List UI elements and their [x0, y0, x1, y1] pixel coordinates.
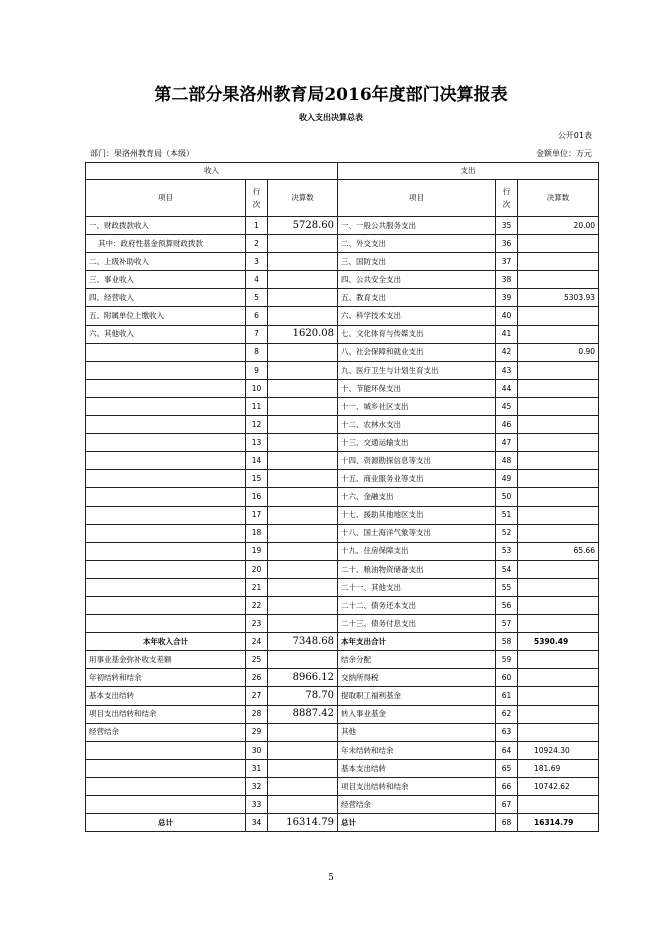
- income-amount-cell: [268, 343, 338, 361]
- table-row: [86, 651, 599, 669]
- income-seq-cell: 4: [246, 271, 268, 289]
- table-row: [86, 542, 599, 560]
- income-item-cell: 经营结余: [86, 723, 246, 741]
- expense-amount-cell: 65.66: [518, 542, 599, 560]
- expense-seq-header: 行 次: [496, 180, 518, 217]
- income-seq-cell: 2: [246, 235, 268, 253]
- income-seq-cell: 19: [246, 542, 268, 560]
- expense-item-cell: 十、节能环保支出: [338, 379, 496, 397]
- expense-seq-cell: 46: [496, 416, 518, 434]
- income-seq-cell: 33: [246, 796, 268, 814]
- table-row: [86, 723, 599, 741]
- table-subtitle: 收入支出决算总表: [299, 113, 363, 122]
- expense-seq-cell: 50: [496, 488, 518, 506]
- expense-seq-cell: 67: [496, 796, 518, 814]
- income-seq-cell: 9: [246, 361, 268, 379]
- income-amount-header: 决算数: [268, 180, 338, 217]
- income-amount-cell: [268, 723, 338, 741]
- income-amount-cell: [268, 271, 338, 289]
- income-seq-cell: 11: [246, 397, 268, 415]
- expense-seq-cell: 60: [496, 669, 518, 687]
- income-seq-cell: 24: [246, 633, 268, 651]
- table-row: [86, 470, 599, 488]
- table-row: [86, 741, 599, 759]
- expense-seq-cell: 57: [496, 615, 518, 633]
- expense-seq-cell: 59: [496, 651, 518, 669]
- expense-amount-cell: 16314.79: [518, 814, 599, 832]
- income-seq-cell: 6: [246, 307, 268, 325]
- expense-amount-cell: 181.69: [518, 759, 599, 777]
- income-item-cell: [86, 361, 246, 379]
- expense-amount-cell: 10924.30: [518, 741, 599, 759]
- expense-item-cell: 十四、资源勘探信息等支出: [338, 452, 496, 470]
- expense-seq-cell: 43: [496, 361, 518, 379]
- income-item-cell: 基本支出结转: [86, 687, 246, 705]
- income-item-cell: 四、经营收入: [86, 289, 246, 307]
- income-amount-cell: [268, 578, 338, 596]
- income-seq-cell: 12: [246, 416, 268, 434]
- expense-item-cell: 十五、商业服务业等支出: [338, 470, 496, 488]
- income-amount-cell: 8966.12: [268, 669, 338, 687]
- income-amount-cell: [268, 524, 338, 542]
- expense-seq-cell: 36: [496, 235, 518, 253]
- expense-seq-cell: 38: [496, 271, 518, 289]
- expense-amount-cell: [518, 361, 599, 379]
- expense-group-header: 支出: [338, 163, 599, 180]
- income-amount-cell: [268, 235, 338, 253]
- expense-amount-cell: [518, 416, 599, 434]
- income-amount-cell: [268, 289, 338, 307]
- page-title: 第二部分果洛州教育局2016年度部门决算报表: [154, 85, 508, 105]
- income-item-cell: [86, 578, 246, 596]
- expense-seq-cell: 48: [496, 452, 518, 470]
- expense-item-cell: 项目支出结转和结余: [338, 777, 496, 795]
- income-item-cell: [86, 379, 246, 397]
- income-amount-cell: [268, 253, 338, 271]
- income-amount-cell: [268, 361, 338, 379]
- income-amount-cell: 78.70: [268, 687, 338, 705]
- income-item-cell: [86, 542, 246, 560]
- expense-item-cell: 提取职工福利基金: [338, 687, 496, 705]
- expense-amount-cell: [518, 452, 599, 470]
- expense-item-cell: 交纳所得税: [338, 669, 496, 687]
- expense-item-cell: 三、国防支出: [338, 253, 496, 271]
- expense-item-cell: 转入事业基金: [338, 705, 496, 723]
- expense-amount-cell: [518, 307, 599, 325]
- expense-seq-cell: 56: [496, 596, 518, 614]
- income-amount-cell: [268, 560, 338, 578]
- income-item-cell: [86, 777, 246, 795]
- table-row: [86, 307, 599, 325]
- income-seq-cell: 29: [246, 723, 268, 741]
- income-amount-cell: [268, 741, 338, 759]
- expense-seq-cell: 35: [496, 217, 518, 235]
- expense-amount-cell: 0.90: [518, 343, 599, 361]
- expense-seq-cell: 52: [496, 524, 518, 542]
- expense-seq-cell: 65: [496, 759, 518, 777]
- income-seq-cell: 5: [246, 289, 268, 307]
- expense-item-cell: 十九、住房保障支出: [338, 542, 496, 560]
- income-amount-cell: 5728.60: [268, 217, 338, 235]
- table-row: [86, 669, 599, 687]
- table-row: [86, 506, 599, 524]
- expense-amount-cell: [518, 524, 599, 542]
- expense-seq-cell: 41: [496, 325, 518, 343]
- expense-seq-cell: 40: [496, 307, 518, 325]
- income-seq-cell: 8: [246, 343, 268, 361]
- department-label: 部门：果洛州教育局（本级）: [90, 149, 194, 158]
- table-row: [86, 397, 599, 415]
- income-item-cell: [86, 560, 246, 578]
- expense-item-cell: 一、一般公共服务支出: [338, 217, 496, 235]
- expense-item-cell: 九、医疗卫生与计划生育支出: [338, 361, 496, 379]
- expense-amount-cell: [518, 470, 599, 488]
- expense-seq-cell: 44: [496, 379, 518, 397]
- income-amount-cell: 8887.42: [268, 705, 338, 723]
- expense-amount-cell: [518, 796, 599, 814]
- income-amount-cell: [268, 434, 338, 452]
- expense-item-cell: 十八、国土海洋气象等支出: [338, 524, 496, 542]
- income-item-cell: 一、财政拨款收入: [86, 217, 246, 235]
- income-seq-cell: 21: [246, 578, 268, 596]
- expense-seq-cell: 54: [496, 560, 518, 578]
- expense-amount-cell: 5390.49: [518, 633, 599, 651]
- table-row: [86, 488, 599, 506]
- expense-item-cell: 基本支出结转: [338, 759, 496, 777]
- expense-item-cell: 十三、交通运输支出: [338, 434, 496, 452]
- income-item-cell: [86, 416, 246, 434]
- income-amount-cell: 1620.08: [268, 325, 338, 343]
- expense-item-cell: 结余分配: [338, 651, 496, 669]
- expense-amount-cell: [518, 687, 599, 705]
- total-row: [86, 814, 599, 832]
- income-item-cell: 年初结转和结余: [86, 669, 246, 687]
- income-item-cell: [86, 506, 246, 524]
- page-number: 5: [328, 873, 334, 883]
- income-item-cell: [86, 343, 246, 361]
- income-seq-cell: 23: [246, 615, 268, 633]
- table-row: [86, 361, 599, 379]
- expense-amount-cell: [518, 253, 599, 271]
- income-item-cell: 总计: [86, 814, 246, 832]
- income-amount-cell: [268, 379, 338, 397]
- expense-item-cell: 十一、城乡社区支出: [338, 397, 496, 415]
- income-item-cell: 五、附属单位上缴收入: [86, 307, 246, 325]
- expense-item-cell: 二、外交支出: [338, 235, 496, 253]
- expense-seq-cell: 39: [496, 289, 518, 307]
- income-item-cell: [86, 741, 246, 759]
- expense-seq-cell: 58: [496, 633, 518, 651]
- expense-amount-cell: [518, 723, 599, 741]
- table-row: [86, 615, 599, 633]
- table-row: [86, 343, 599, 361]
- income-seq-cell: 30: [246, 741, 268, 759]
- income-seq-cell: 20: [246, 560, 268, 578]
- expense-seq-cell: 62: [496, 705, 518, 723]
- income-amount-cell: [268, 452, 338, 470]
- income-seq-cell: 13: [246, 434, 268, 452]
- expense-seq-cell: 61: [496, 687, 518, 705]
- table-row: [86, 452, 599, 470]
- income-amount-cell: [268, 506, 338, 524]
- income-amount-cell: [268, 777, 338, 795]
- income-item-cell: 用事业基金弥补收支差额: [86, 651, 246, 669]
- expense-amount-cell: [518, 560, 599, 578]
- expense-amount-cell: [518, 235, 599, 253]
- income-amount-cell: [268, 397, 338, 415]
- expense-item-cell: 二十、粮油物资储备支出: [338, 560, 496, 578]
- income-amount-cell: [268, 759, 338, 777]
- table-row: [86, 777, 599, 795]
- expense-item-cell: 本年支出合计: [338, 633, 496, 651]
- table-row: [86, 796, 599, 814]
- table-row: [86, 325, 599, 343]
- expense-amount-cell: [518, 379, 599, 397]
- income-amount-cell: [268, 596, 338, 614]
- income-amount-cell: 7348.68: [268, 633, 338, 651]
- table-row: [86, 560, 599, 578]
- income-seq-cell: 32: [246, 777, 268, 795]
- table-row: [86, 596, 599, 614]
- income-amount-cell: [268, 651, 338, 669]
- expense-seq-cell: 51: [496, 506, 518, 524]
- income-item-cell: [86, 470, 246, 488]
- expense-seq-cell: 42: [496, 343, 518, 361]
- income-item-cell: [86, 488, 246, 506]
- table-row: [86, 379, 599, 397]
- income-seq-cell: 25: [246, 651, 268, 669]
- subtotal-row: [86, 633, 599, 651]
- income-seq-cell: 34: [246, 814, 268, 832]
- expense-amount-cell: [518, 325, 599, 343]
- income-group-header: 收入: [86, 163, 338, 180]
- expense-seq-cell: 49: [496, 470, 518, 488]
- income-seq-cell: 14: [246, 452, 268, 470]
- expense-item-cell: 六、科学技术支出: [338, 307, 496, 325]
- income-amount-cell: 16314.79: [268, 814, 338, 832]
- income-seq-cell: 16: [246, 488, 268, 506]
- expense-amount-cell: [518, 651, 599, 669]
- table-row: [86, 759, 599, 777]
- expense-seq-cell: 68: [496, 814, 518, 832]
- expense-seq-cell: 37: [496, 253, 518, 271]
- expense-seq-cell: 45: [496, 397, 518, 415]
- income-amount-cell: [268, 542, 338, 560]
- income-item-cell: [86, 452, 246, 470]
- income-seq-cell: 27: [246, 687, 268, 705]
- income-item-cell: 三、事业收入: [86, 271, 246, 289]
- group-header-row: [86, 163, 599, 180]
- expense-item-cell: 十七、援助其他地区支出: [338, 506, 496, 524]
- expense-amount-cell: [518, 705, 599, 723]
- unit-label: 金额单位：万元: [536, 149, 592, 158]
- expense-item-cell: 总计: [338, 814, 496, 832]
- expense-amount-cell: [518, 669, 599, 687]
- expense-amount-cell: [518, 578, 599, 596]
- expense-item-cell: 八、社会保障和就业支出: [338, 343, 496, 361]
- expense-seq-cell: 53: [496, 542, 518, 560]
- income-expense-table: [85, 162, 599, 832]
- income-seq-cell: 3: [246, 253, 268, 271]
- expense-item-cell: 五、教育支出: [338, 289, 496, 307]
- expense-amount-cell: 10742.62: [518, 777, 599, 795]
- income-seq-cell: 10: [246, 379, 268, 397]
- expense-item-cell: 年末结转和结余: [338, 741, 496, 759]
- expense-amount-cell: 20.00: [518, 217, 599, 235]
- table-row: [86, 289, 599, 307]
- income-seq-cell: 15: [246, 470, 268, 488]
- income-amount-cell: [268, 416, 338, 434]
- income-item-cell: 六、其他收入: [86, 325, 246, 343]
- income-item-cell: [86, 596, 246, 614]
- income-item-cell: 项目支出结转和结余: [86, 705, 246, 723]
- expense-seq-cell: 63: [496, 723, 518, 741]
- income-seq-cell: 28: [246, 705, 268, 723]
- income-item-cell: [86, 434, 246, 452]
- income-seq-header: 行 次: [246, 180, 268, 217]
- income-amount-cell: [268, 488, 338, 506]
- income-seq-cell: 17: [246, 506, 268, 524]
- income-seq-cell: 18: [246, 524, 268, 542]
- expense-item-header: 项目: [338, 180, 496, 217]
- table-row: [86, 416, 599, 434]
- income-item-cell: 二、上级补助收入: [86, 253, 246, 271]
- expense-seq-cell: 55: [496, 578, 518, 596]
- expense-amount-header: 决算数: [518, 180, 599, 217]
- expense-item-cell: 二十一、其他支出: [338, 578, 496, 596]
- table-row: [86, 434, 599, 452]
- expense-item-cell: 十二、农林水支出: [338, 416, 496, 434]
- income-seq-cell: 1: [246, 217, 268, 235]
- expense-amount-cell: [518, 596, 599, 614]
- table-row: [86, 687, 599, 705]
- expense-amount-cell: [518, 615, 599, 633]
- expense-seq-cell: 66: [496, 777, 518, 795]
- income-item-cell: 其中：政府性基金预算财政拨款: [86, 235, 246, 253]
- income-item-cell: [86, 796, 246, 814]
- income-seq-cell: 26: [246, 669, 268, 687]
- expense-seq-cell: 64: [496, 741, 518, 759]
- income-seq-cell: 7: [246, 325, 268, 343]
- income-item-cell: [86, 524, 246, 542]
- expense-amount-cell: [518, 271, 599, 289]
- expense-amount-cell: [518, 506, 599, 524]
- expense-item-cell: 其他: [338, 723, 496, 741]
- column-header-row: [86, 180, 599, 217]
- income-item-cell: [86, 615, 246, 633]
- income-item-cell: [86, 397, 246, 415]
- income-item-cell: [86, 759, 246, 777]
- expense-item-cell: 二十三、债务付息支出: [338, 615, 496, 633]
- expense-item-cell: 七、文化体育与传媒支出: [338, 325, 496, 343]
- income-amount-cell: [268, 796, 338, 814]
- expense-amount-cell: [518, 397, 599, 415]
- expense-amount-cell: 5303.93: [518, 289, 599, 307]
- table-row: [86, 217, 599, 235]
- income-amount-cell: [268, 307, 338, 325]
- income-seq-cell: 31: [246, 759, 268, 777]
- expense-item-cell: 经营结余: [338, 796, 496, 814]
- expense-seq-cell: 47: [496, 434, 518, 452]
- form-number: 公开01表: [557, 131, 592, 140]
- expense-amount-cell: [518, 488, 599, 506]
- table-row: [86, 271, 599, 289]
- table-row: [86, 524, 599, 542]
- income-item-header: 项目: [86, 180, 246, 217]
- expense-item-cell: 十六、金融支出: [338, 488, 496, 506]
- expense-item-cell: 二十二、债务还本支出: [338, 596, 496, 614]
- income-amount-cell: [268, 470, 338, 488]
- expense-item-cell: 四、公共安全支出: [338, 271, 496, 289]
- expense-amount-cell: [518, 434, 599, 452]
- table-row: [86, 705, 599, 723]
- table-row: [86, 235, 599, 253]
- table-row: [86, 253, 599, 271]
- income-amount-cell: [268, 615, 338, 633]
- income-item-cell: 本年收入合计: [86, 633, 246, 651]
- table-row: [86, 578, 599, 596]
- income-seq-cell: 22: [246, 596, 268, 614]
